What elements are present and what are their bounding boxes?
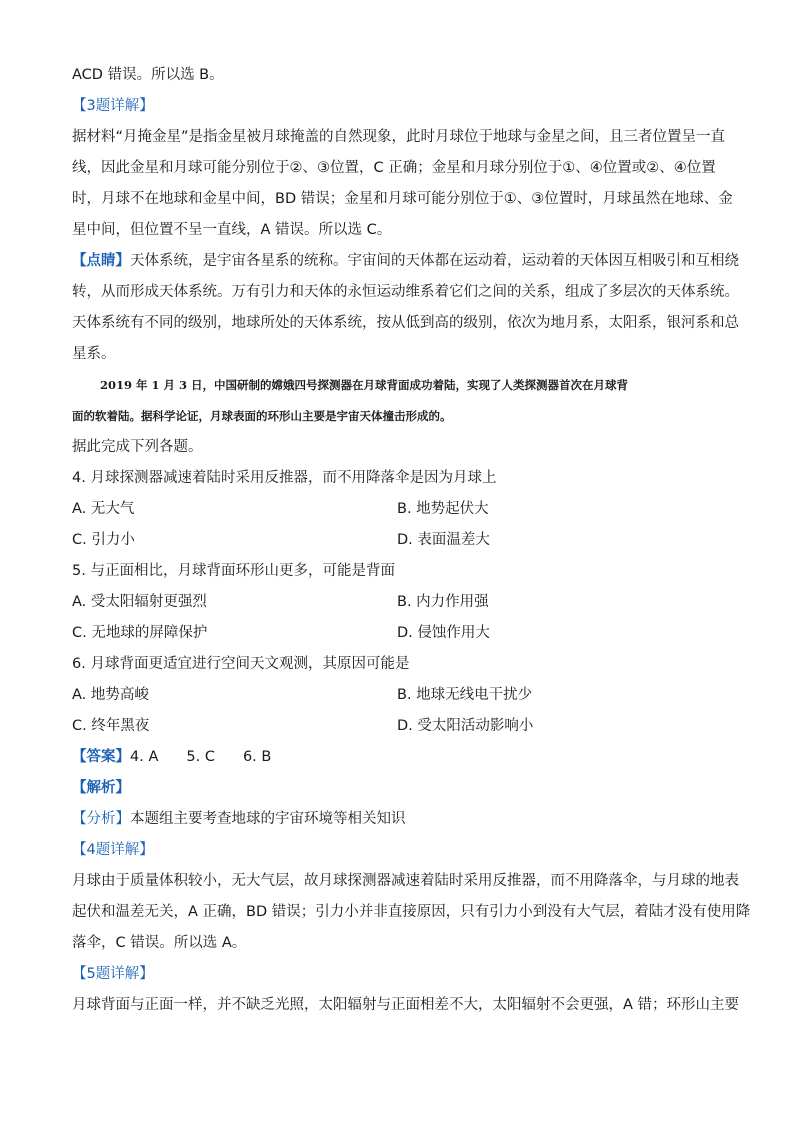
question-4-options-row — [72, 494, 722, 525]
passage-instruction: 据此完成下列各题。 — [72, 439, 203, 455]
option-a: A. 地势高峻 — [72, 687, 149, 703]
option-d: D. 表面温差大 — [397, 532, 490, 548]
tip-label: 【点睛】 — [72, 253, 130, 269]
q4-detail-heading: 【4题详解】 — [72, 842, 154, 858]
fenxi-label: 【分析】 — [72, 811, 130, 827]
answer-line — [72, 742, 722, 773]
q5-detail-line: 月球背面与正面一样，并不缺乏光照，太阳辐射与正面相差不大，太阳辐射不会更强，A 错；环形山主要 — [72, 997, 740, 1013]
option-b: B. 地球无线电干扰少 — [397, 687, 533, 703]
analysis-label: 【解析】 — [72, 780, 130, 796]
fenxi-text: 本题组主要考查地球的宇宙环境等相关知识 — [130, 811, 406, 827]
tip-text: 天体系统，是宇宙各星系的统称。宇宙间的天体都在运动着，运动着的天体因互相吸引和互相绕 — [130, 253, 739, 269]
q5-detail-heading: 【5题详解】 — [72, 966, 154, 982]
option-c: C. 终年黑夜 — [72, 718, 150, 734]
option-a: A. 受太阳辐射更强烈 — [72, 594, 207, 610]
q3-tail-text: ACD 错误。所以选 B。 — [72, 67, 224, 83]
q3-detail-line: 时，月球不在地球和金星中间，BD 错误；金星和月球可能分别位于①、③位置时，月球虽然在地球、金 — [72, 191, 733, 207]
answer-value: 6. B — [242, 749, 272, 765]
q4-detail-line: 起伏和温差无关，A 正确，BD 错误；引力小并非直接原因，只有引力小到没有大气层，着陆才没有使用降 — [72, 904, 751, 920]
tip-line: 转，从而形成天体系统。万有引力和天体的永恒运动维系着它们之间的关系，组成了多层次的天体系统。 — [72, 284, 739, 300]
tip-line: 星系。 — [72, 346, 116, 362]
q3-detail-line: 据材料“月掩金星”是指金星被月球掩盖的自然现象，此时月球位于地球与金星之间，且三者位置呈一直 — [72, 129, 726, 145]
question-6-options-row — [72, 711, 722, 742]
answer-label: 【答案】 — [72, 749, 130, 765]
question-6-options-row — [72, 680, 722, 711]
fenxi-line — [72, 804, 722, 835]
question-5-options-row — [72, 618, 722, 649]
q3-detail-line: 线，因此金星和月球可能分别位于②、③位置，C 正确；金星和月球分别位于①、④位置或②、④位置 — [72, 160, 716, 176]
question-5-stem: 5. 与正面相比，月球背面环形山更多，可能是背面 — [72, 563, 395, 579]
option-c: C. 无地球的屏障保护 — [72, 625, 208, 641]
q3-detail-line: 星中间，但位置不呈一直线，A 错误。所以选 C。 — [72, 222, 392, 238]
q3-detail-heading: 【3题详解】 — [72, 98, 154, 114]
passage-line: 面的软着陆。据科学论证，月球表面的环形山主要是宇宙天体撞击形成的。 — [72, 409, 452, 423]
option-d: D. 侵蚀作用大 — [397, 625, 490, 641]
tip-first-line — [72, 246, 739, 277]
passage-line: 2019 年 1 月 3 日，中国研制的嫦娥四号探测器在月球背面成功着陆，实现了人类探测器首次在月球背 — [100, 378, 629, 392]
q4-detail-line: 月球由于质量体积较小，无大气层，故月球探测器减速着陆时采用反推器，而不用降落伞，与月球的地表 — [72, 873, 739, 889]
q4-detail-line: 落伞，C 错误。所以选 A。 — [72, 935, 247, 951]
option-b: B. 内力作用强 — [397, 594, 489, 610]
document-page — [72, 60, 751, 1021]
option-c: C. 引力小 — [72, 532, 135, 548]
tip-line: 天体系统有不同的级别，地球所处的天体系统，按从低到高的级别，依次为地月系，太阳系，银河系和总 — [72, 315, 739, 331]
question-5-options-row — [72, 587, 722, 618]
question-6-stem: 6. 月球背面更适宜进行空间天文观测，其原因可能是 — [72, 656, 410, 672]
answer-value: 4. A — [130, 749, 159, 765]
question-4-options-row — [72, 525, 722, 556]
answer-value: 5. C — [186, 749, 215, 765]
option-a: A. 无大气 — [72, 501, 135, 517]
option-b: B. 地势起伏大 — [397, 501, 489, 517]
question-4-stem: 4. 月球探测器减速着陆时采用反推器，而不用降落伞是因为月球上 — [72, 470, 497, 486]
option-d: D. 受太阳活动影响小 — [397, 718, 534, 734]
